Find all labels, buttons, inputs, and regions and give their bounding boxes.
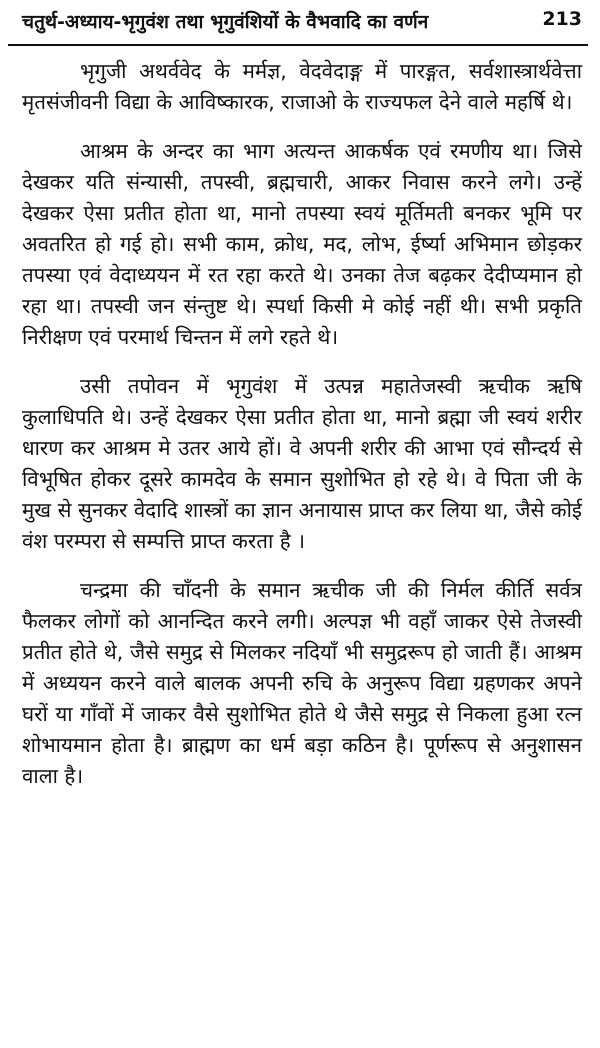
chapter-heading: चतुर्थ-अध्याय-भृगुवंश तथा भृगुवंशियों के वैभवादि का वर्णन bbox=[22, 11, 429, 33]
paragraph-2: आश्रम के अन्दर का भाग अत्यन्त आकर्षक एवं रमणीय था। जिसे देखकर यति संन्यासी, तपस्वी, ब्रह्मचारी, आकर निवास करने लगे। उन्हें देखकर ऐसा प्रतीत होता था, मानो तपस्या स्वयं मूर्तिमती बनकर भूमि पर अवतरित हो गई हो। सभी काम, क्रोध, मद, लोभ, ईर्ष्या अभिमान छोड़कर तपस्या एवं वेदाध्ययन में रत रहा करते थे। उनका तेज बढ़कर देदीप्यमान हो रहा था। तपस्वी जन संन्तुष्ट थे। स्पर्धा किसी मे कोई नहीं थी। सभी प्रकृति निरीक्षण एवं परमार्थ चिन्तन में लगे रहते थे। bbox=[22, 139, 582, 349]
paragraph-4: चन्द्रमा की चाँदनी के समान ऋचीक जी की निर्मल कीर्ति सर्वत्र फैलकर लोगों को आनन्दित करने लगी। अल्पज्ञ भी वहाँ जाकर ऐसे तेजस्वी प्रतीत होते थे, जैसे समुद्र से मिलकर नदियाँ भी समुद्ररूप हो जाती हैं। आश्रम में अध्ययन करने वाले बालक अपनी रुचि के अनुरूप विद्या ग्रहणकर अपने घरों या गाँवों में जाकर वैसे सुशोभित होते थे जैसे समुद्र से निकला हुआ रत्न शोभायमान होता है। ब्राह्मण का धर्म बड़ा कठिन है। पूर्णरूप से अनुशासन वाला है। bbox=[22, 578, 582, 788]
running-header bbox=[8, 0, 588, 46]
paragraph-3: उसी तपोवन में भृगुवंश में उत्पन्न महातेजस्वी ऋचीक ऋषि कुलाधिपति थे। उन्हें देखकर ऐसा प्रतीत होता था, मानो ब्रह्मा जी स्वयं शरीर धारण कर आश्रम मे उतर आये हों। वे अपनी शरीर की आभा एवं सौन्दर्य से विभूषित होकर दूसरे कामदेव के समान सुशोभित हो रहे थे। वे पिता जी के मुख से सुनकर वेदादि शास्त्रों का ज्ञान अनायास प्राप्त कर लिया था, जैसे कोई वंश परम्परा से सम्पत्ति प्राप्त करता है । bbox=[22, 374, 582, 553]
paragraph-1: भृगुजी अथर्ववेद के मर्मज्ञ, वेदवेदाङ्ग में पारङ्गत, सर्वशास्त्रार्थवेत्ता मृतसंजीवनी विद्या के आविष्कारक, राजाओ के राज्यफल देने वाले महर्षि थे। bbox=[22, 59, 582, 114]
page-number: 213 bbox=[542, 8, 582, 30]
body-text bbox=[22, 56, 582, 792]
